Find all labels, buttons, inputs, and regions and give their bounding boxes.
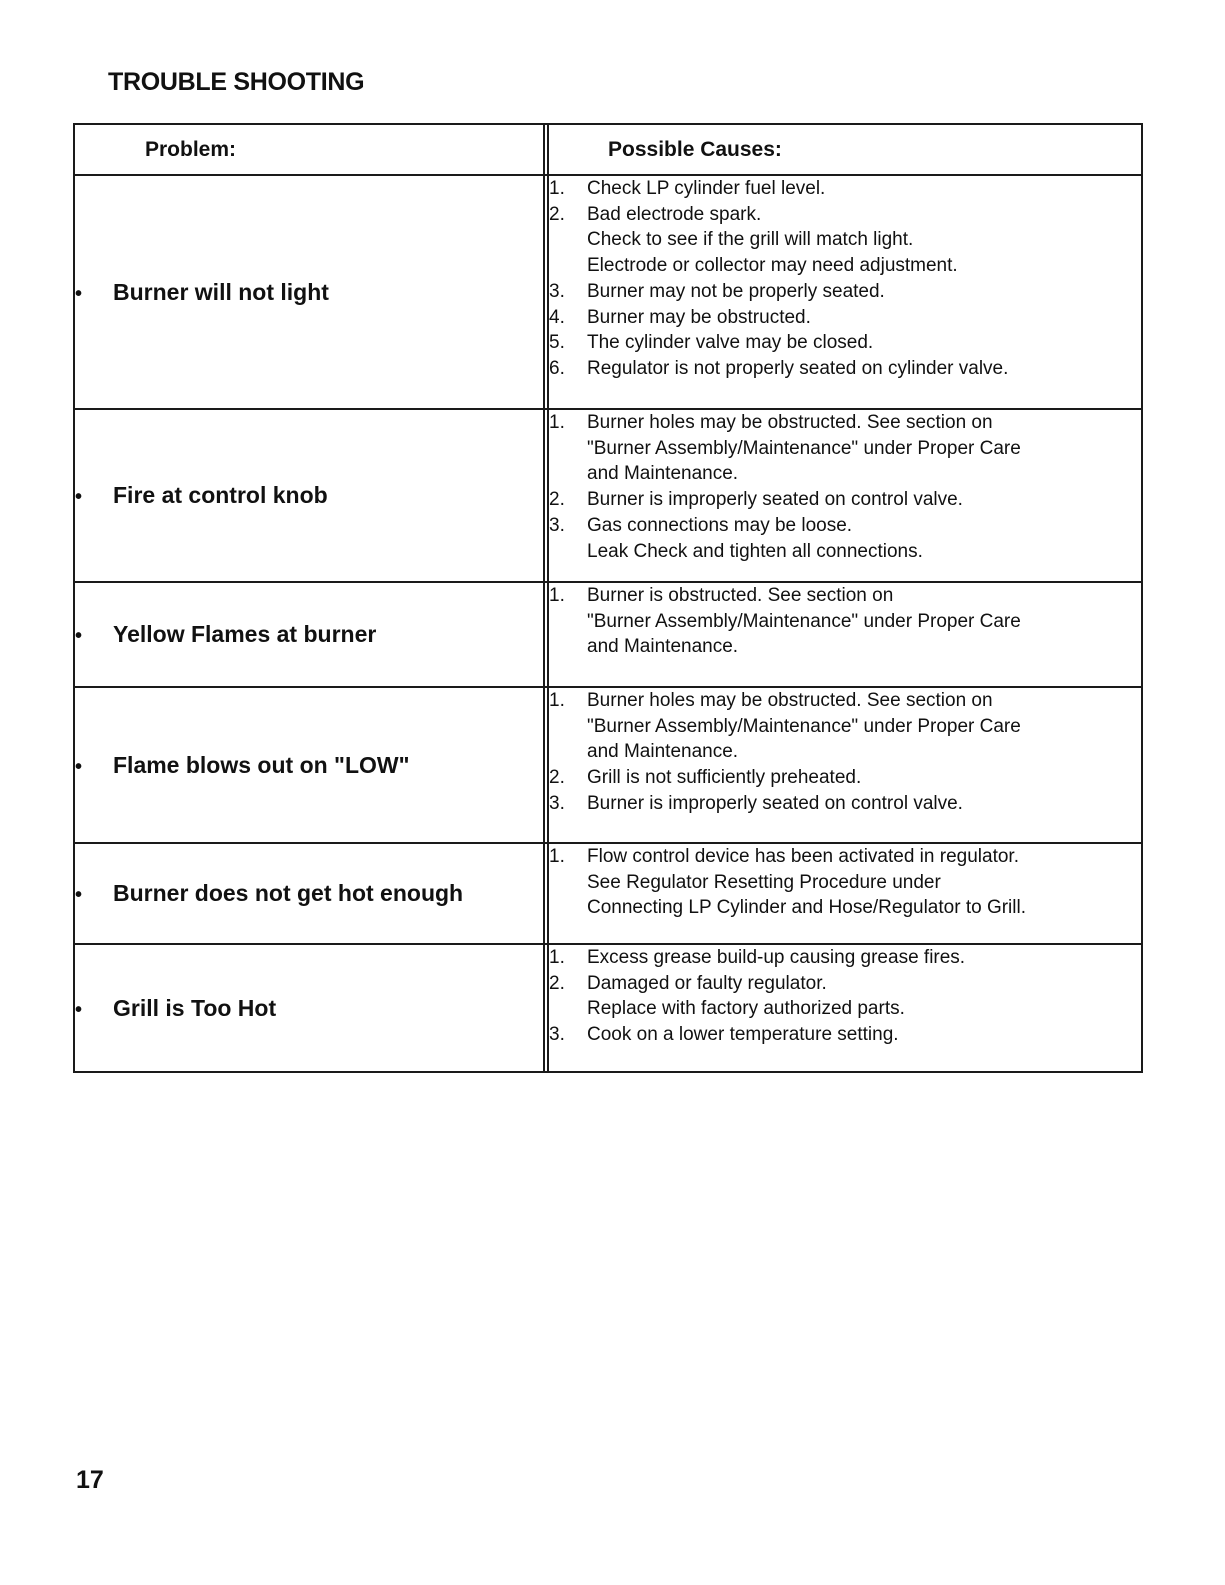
cause-text: Connecting LP Cylinder and Hose/Regulator to Grill.	[587, 897, 1026, 919]
cause-number	[549, 739, 587, 765]
cause-number: 2.	[549, 203, 565, 225]
cause-number	[549, 539, 587, 565]
page-number: 17	[76, 1466, 104, 1494]
table-row	[74, 409, 1142, 582]
cause-text: Burner holes may be obstructed. See section on	[587, 412, 993, 433]
problem-text: Flame blows out on "LOW"	[113, 751, 410, 778]
table-header-row	[74, 124, 1142, 175]
cause-number	[549, 461, 587, 487]
cause-text: Replace with factory authorized parts.	[587, 998, 905, 1020]
cause-item	[549, 330, 1141, 356]
cause-number	[549, 253, 587, 279]
bullet-icon: •	[75, 755, 83, 778]
cause-item	[549, 971, 1141, 997]
cause-item	[549, 279, 1141, 305]
causes-list	[549, 844, 1141, 921]
causes-column-header: Possible Causes:	[548, 124, 1142, 175]
troubleshooting-table	[73, 123, 1143, 1073]
cause-number: 2.	[549, 489, 565, 511]
cause-item	[549, 895, 1141, 921]
problem-text: Yellow Flames at burner	[113, 621, 377, 647]
causes-cell	[548, 175, 1142, 409]
cause-text: Damaged or faulty regulator.	[587, 972, 827, 994]
cause-item	[549, 176, 1141, 202]
cause-text: and Maintenance.	[587, 463, 739, 485]
cause-number: 1.	[549, 585, 565, 606]
cause-item	[549, 513, 1141, 539]
cause-item	[549, 253, 1141, 279]
cause-text: Burner is improperly seated on control valve.	[587, 792, 963, 814]
cause-text: Cook on a lower temperature setting.	[587, 1024, 899, 1046]
cause-item	[549, 487, 1141, 513]
cause-item	[549, 583, 1141, 609]
problem-cell	[74, 944, 544, 1072]
cause-number	[549, 609, 587, 635]
cause-text: Excess grease build-up causing grease fires.	[587, 947, 966, 968]
cause-text: Check LP cylinder fuel level.	[587, 178, 826, 199]
problem-cell	[74, 409, 544, 582]
bullet-icon: •	[75, 884, 83, 906]
cause-item	[549, 739, 1141, 765]
cause-number	[549, 634, 587, 660]
problem-text: Burner will not light	[113, 278, 329, 305]
problem-column-header: Problem:	[74, 124, 544, 175]
cause-number	[549, 714, 587, 740]
causes-list	[549, 176, 1141, 382]
causes-cell	[548, 582, 1142, 687]
causes-list	[549, 945, 1141, 1048]
cause-text: "Burner Assembly/Maintenance" under Proper Care	[587, 715, 1021, 737]
cause-text: Gas connections may be loose.	[587, 514, 853, 536]
problem-cell	[74, 175, 544, 409]
causes-cell	[548, 687, 1142, 843]
cause-number: 6.	[549, 357, 565, 379]
cause-item	[549, 688, 1141, 714]
cause-text: Burner may not be properly seated.	[587, 280, 885, 302]
cause-number	[549, 870, 587, 896]
cause-number: 4.	[549, 306, 565, 328]
cause-item	[549, 945, 1141, 971]
cause-item	[549, 227, 1141, 253]
cause-number: 2.	[549, 767, 565, 789]
cause-text: Regulator is not properly seated on cylinder valve.	[587, 357, 1009, 379]
causes-cell	[548, 409, 1142, 582]
cause-item	[549, 609, 1141, 635]
bullet-icon: •	[75, 486, 83, 508]
problem-text: Grill is Too Hot	[113, 994, 277, 1021]
cause-number	[549, 895, 587, 921]
table-row	[74, 582, 1142, 687]
cause-item	[549, 791, 1141, 817]
cause-text: Burner is obstructed. See section on	[587, 585, 894, 606]
cause-text: Flow control device has been activated in regulator.	[587, 846, 1019, 867]
causes-list	[549, 583, 1141, 660]
cause-number: 1.	[549, 947, 565, 968]
cause-text: See Regulator Resetting Procedure under	[587, 871, 941, 893]
cause-text: Burner may be obstructed.	[587, 306, 811, 328]
cause-item	[549, 461, 1141, 487]
cause-item	[549, 996, 1141, 1022]
cause-text: Burner holes may be obstructed. See section on	[587, 690, 993, 711]
cause-text: Electrode or collector may need adjustment.	[587, 255, 958, 277]
cause-item	[549, 1022, 1141, 1048]
table-row	[74, 687, 1142, 843]
cause-text: Leak Check and tighten all connections.	[587, 540, 923, 562]
cause-text: and Maintenance.	[587, 636, 739, 658]
cause-number	[549, 436, 587, 462]
cause-number: 1.	[549, 690, 565, 711]
cause-item	[549, 410, 1141, 436]
problem-cell	[74, 843, 544, 944]
cause-item	[549, 634, 1141, 660]
causes-list	[549, 410, 1141, 564]
cause-number: 1.	[549, 178, 565, 199]
problem-text: Burner does not get hot enough	[113, 880, 464, 906]
causes-cell	[548, 944, 1142, 1072]
cause-number: 1.	[549, 412, 565, 433]
cause-text: "Burner Assembly/Maintenance" under Proper Care	[587, 610, 1021, 632]
cause-item	[549, 202, 1141, 228]
cause-number	[549, 996, 587, 1022]
cause-text: Grill is not sufficiently preheated.	[587, 767, 862, 789]
cause-number: 3.	[549, 280, 565, 302]
cause-number: 3.	[549, 792, 565, 814]
cause-number: 1.	[549, 846, 565, 867]
problem-cell	[74, 687, 544, 843]
bullet-icon: •	[75, 625, 83, 647]
cause-item	[549, 356, 1141, 382]
cause-number: 3.	[549, 514, 565, 536]
cause-text: Check to see if the grill will match light.	[587, 229, 914, 251]
cause-item	[549, 436, 1141, 462]
problem-text: Fire at control knob	[113, 482, 328, 508]
cause-item	[549, 714, 1141, 740]
cause-number: 2.	[549, 972, 565, 994]
cause-number: 5.	[549, 332, 565, 354]
cause-text: Bad electrode spark.	[587, 203, 762, 225]
bullet-icon: •	[75, 998, 83, 1021]
cause-item	[549, 305, 1141, 331]
causes-list	[549, 688, 1141, 817]
cause-item	[549, 870, 1141, 896]
problem-cell	[74, 582, 544, 687]
page-title: TROUBLE SHOOTING	[108, 68, 365, 96]
cause-text: and Maintenance.	[587, 741, 739, 763]
table-row	[74, 175, 1142, 409]
bullet-icon: •	[75, 282, 83, 305]
cause-item	[549, 539, 1141, 565]
causes-cell	[548, 843, 1142, 944]
cause-item	[549, 844, 1141, 870]
table-row	[74, 944, 1142, 1072]
cause-item	[549, 765, 1141, 791]
cause-number: 3.	[549, 1024, 565, 1046]
cause-number	[549, 227, 587, 253]
cause-text: Burner is improperly seated on control valve.	[587, 489, 963, 511]
cause-text: "Burner Assembly/Maintenance" under Proper Care	[587, 437, 1021, 459]
cause-text: The cylinder valve may be closed.	[587, 332, 874, 354]
table-row	[74, 843, 1142, 944]
